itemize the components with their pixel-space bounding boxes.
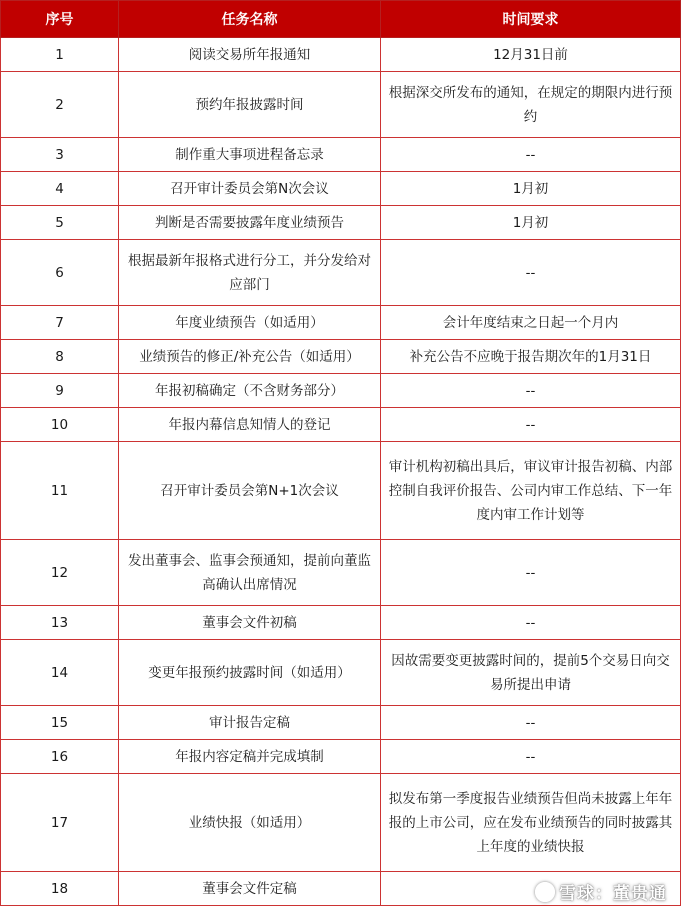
- cell-time: --: [381, 706, 681, 740]
- cell-task: 预约年报披露时间: [119, 72, 381, 138]
- cell-task: 根据最新年报格式进行分工，并分发给对应部门: [119, 240, 381, 306]
- watermark-author: 董贵通: [613, 884, 667, 904]
- cell-no: 8: [1, 340, 119, 374]
- cell-task: 年报初稿确定（不含财务部分）: [119, 374, 381, 408]
- cell-no: 11: [1, 442, 119, 540]
- cell-no: 12: [1, 540, 119, 606]
- cell-task: 召开审计委员会第N次会议: [119, 172, 381, 206]
- cell-no: 13: [1, 606, 119, 640]
- cell-time: --: [381, 138, 681, 172]
- header-no: 序号: [1, 1, 119, 38]
- table-row: [1, 442, 681, 540]
- table-row: [1, 240, 681, 306]
- table-row: [1, 408, 681, 442]
- watermark-sep: ：: [595, 884, 613, 904]
- header-row: [1, 1, 681, 38]
- header-task: 任务名称: [119, 1, 381, 38]
- watermark: [535, 879, 667, 904]
- table-row: [1, 374, 681, 408]
- table-row: [1, 306, 681, 340]
- cell-no: 1: [1, 38, 119, 72]
- cell-time: --: [381, 606, 681, 640]
- cell-time: --: [381, 408, 681, 442]
- cell-time: 1月初: [381, 172, 681, 206]
- cell-task: 董事会文件定稿: [119, 872, 381, 906]
- cell-task: 审计报告定稿: [119, 706, 381, 740]
- table-row: [1, 740, 681, 774]
- cell-no: 4: [1, 172, 119, 206]
- cell-time: 因故需要变更披露时间的，提前5个交易日向交易所提出申请: [381, 640, 681, 706]
- cell-time: --: [381, 740, 681, 774]
- cell-time: 审计机构初稿出具后，审议审计报告初稿、内部控制自我评价报告、公司内审工作总结、下一年度内审工作计划等: [381, 442, 681, 540]
- table-row: [1, 38, 681, 72]
- cell-task: 业绩预告的修正/补充公告（如适用）: [119, 340, 381, 374]
- table-row: [1, 606, 681, 640]
- snowball-logo-icon: [535, 882, 555, 902]
- cell-task: 阅读交易所年报通知: [119, 38, 381, 72]
- table-row: [1, 138, 681, 172]
- cell-no: 16: [1, 740, 119, 774]
- table-row: [1, 540, 681, 606]
- cell-task: 年报内容定稿并完成填制: [119, 740, 381, 774]
- cell-no: 5: [1, 206, 119, 240]
- table-row: [1, 774, 681, 872]
- table-row: [1, 72, 681, 138]
- cell-time: --: [381, 240, 681, 306]
- cell-task: 年度业绩预告（如适用）: [119, 306, 381, 340]
- cell-time: 补充公告不应晚于报告期次年的1月31日: [381, 340, 681, 374]
- cell-time: 1月初: [381, 206, 681, 240]
- header-time: 时间要求: [381, 1, 681, 38]
- cell-time: --: [381, 540, 681, 606]
- cell-time: --: [381, 374, 681, 408]
- table-row: [1, 340, 681, 374]
- table-row: [1, 706, 681, 740]
- cell-task: 年报内幕信息知情人的登记: [119, 408, 381, 442]
- cell-no: 17: [1, 774, 119, 872]
- cell-task: 董事会文件初稿: [119, 606, 381, 640]
- cell-time: 会计年度结束之日起一个月内: [381, 306, 681, 340]
- cell-no: 15: [1, 706, 119, 740]
- cell-no: 10: [1, 408, 119, 442]
- cell-task: 业绩快报（如适用）: [119, 774, 381, 872]
- cell-task: 发出董事会、监事会预通知，提前向董监高确认出席情况: [119, 540, 381, 606]
- cell-task: 判断是否需要披露年度业绩预告: [119, 206, 381, 240]
- table-row: [1, 640, 681, 706]
- table-row: [1, 172, 681, 206]
- cell-time: 12月31日前: [381, 38, 681, 72]
- cell-no: 2: [1, 72, 119, 138]
- cell-time: 根据深交所发布的通知，在规定的期限内进行预约: [381, 72, 681, 138]
- cell-no: 9: [1, 374, 119, 408]
- cell-task: 变更年报预约披露时间（如适用）: [119, 640, 381, 706]
- cell-no: 3: [1, 138, 119, 172]
- cell-time: 拟发布第一季度报告业绩预告但尚未披露上年年报的上市公司，应在发布业绩预告的同时披露其上年度的业绩快报: [381, 774, 681, 872]
- cell-no: 6: [1, 240, 119, 306]
- cell-task: 制作重大事项进程备忘录: [119, 138, 381, 172]
- watermark-site: 雪球: [559, 884, 595, 904]
- cell-no: 14: [1, 640, 119, 706]
- table-row: [1, 206, 681, 240]
- cell-task: 召开审计委员会第N+1次会议: [119, 442, 381, 540]
- cell-no: 7: [1, 306, 119, 340]
- cell-no: 18: [1, 872, 119, 906]
